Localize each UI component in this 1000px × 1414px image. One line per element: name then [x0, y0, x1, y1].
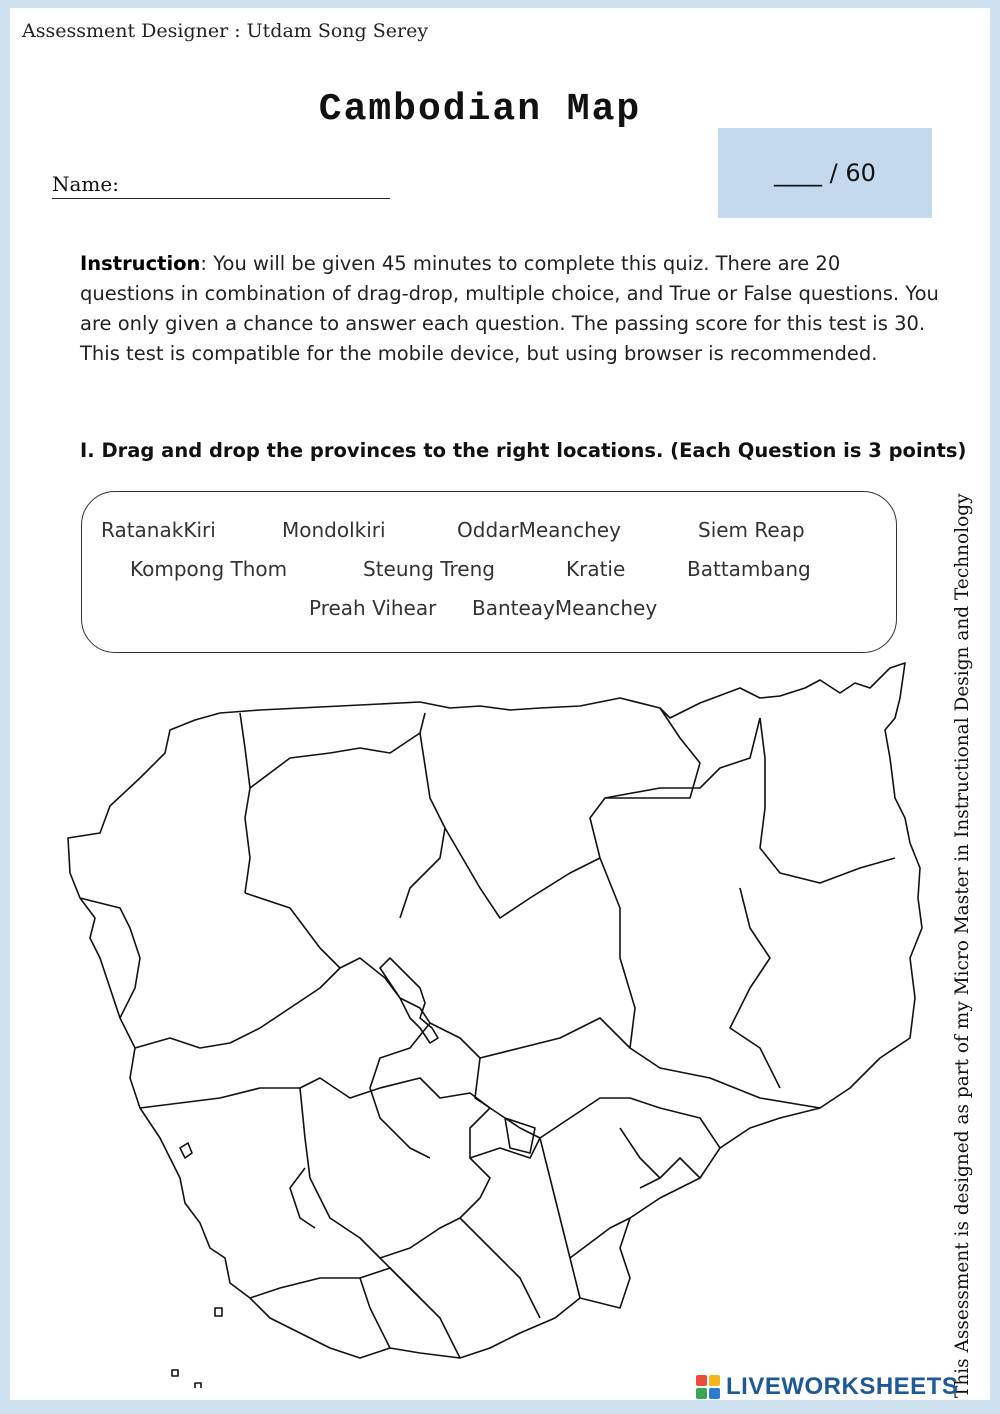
section-heading: I. Drag and drop the provinces to the right locations. (Each Question is 3 points)	[80, 439, 967, 462]
designer-credit: Assessment Designer : Utdam Song Serey	[22, 20, 429, 42]
drag-word-ratanakkiri[interactable]: RatanakKiri	[101, 518, 216, 542]
province-boundary	[380, 1108, 490, 1258]
drag-word-banteaymeanchey[interactable]: BanteayMeanchey	[472, 596, 658, 620]
province-boundary	[460, 1218, 540, 1318]
map-island	[195, 1383, 201, 1388]
instruction-text: : You will be given 45 minutes to complete this quiz. There are 20 questions in combination of drag-drop, multiple choice, and True or False questions. You are only given a chance to answer each question. The passing score for this test is 30. This test is compatible for the mobile device, but using browser is recommended.	[80, 252, 939, 365]
drag-word-mondolkiri[interactable]: Mondolkiri	[282, 518, 386, 542]
province-boundary	[470, 1138, 540, 1158]
cambodia-map	[60, 658, 930, 1388]
province-boundary	[250, 713, 425, 788]
province-boundary	[730, 888, 780, 1088]
score-text: ____ / 60	[774, 159, 876, 187]
tonle-sap-lake	[380, 958, 438, 1043]
province-boundary	[240, 713, 250, 893]
province-boundary	[250, 1268, 460, 1358]
liveworksheets-logo-icon	[696, 1375, 720, 1399]
province-boundary	[540, 1138, 580, 1298]
province-boundary	[760, 718, 895, 883]
province-boundary	[505, 1118, 535, 1153]
map-island	[172, 1370, 178, 1376]
instruction-label: Instruction	[80, 252, 201, 275]
province-boundary	[300, 1088, 420, 1298]
name-label: Name:	[52, 172, 119, 196]
province-boundary	[135, 968, 340, 1048]
name-line	[52, 198, 390, 199]
province-boundary	[80, 898, 140, 1018]
worksheet-page	[10, 8, 990, 1400]
province-boundary	[640, 1158, 700, 1188]
province-boundary	[290, 1168, 315, 1228]
word-bank	[81, 491, 897, 653]
province-boundary	[590, 718, 760, 858]
map-island	[180, 1143, 192, 1158]
side-note: This Assessment is designed as part of my Micro Master in Instructional Design and Technology	[952, 493, 973, 1398]
drag-word-oddarmeanchey[interactable]: OddarMeanchey	[457, 518, 621, 542]
drag-word-battambang[interactable]: Battambang	[687, 557, 811, 581]
province-boundary	[400, 733, 445, 918]
instruction-paragraph	[80, 249, 940, 369]
drag-word-preah-vihear[interactable]: Preah Vihear	[309, 596, 437, 620]
drag-word-siem-reap[interactable]: Siem Reap	[698, 518, 805, 542]
drag-word-kratie[interactable]: Kratie	[566, 557, 626, 581]
drag-word-steung-treng[interactable]: Steung Treng	[363, 557, 495, 581]
province-boundary	[370, 1023, 430, 1158]
province-boundary	[620, 1128, 660, 1178]
province-boundary	[445, 828, 600, 918]
page-title: Cambodian Map	[318, 88, 642, 131]
province-boundary	[480, 1018, 630, 1058]
score-box	[718, 128, 932, 218]
province-boundary	[360, 1278, 390, 1348]
drag-word-kompong-thom[interactable]: Kompong Thom	[130, 557, 288, 581]
province-boundary	[600, 858, 820, 1108]
liveworksheets-logo-text: LIVEWORKSHEETS	[726, 1373, 959, 1400]
province-boundary	[605, 708, 700, 798]
map-island	[215, 1308, 222, 1316]
province-boundary	[140, 1078, 720, 1148]
cambodia-map-icon	[60, 658, 930, 1388]
liveworksheets-logo	[696, 1373, 958, 1401]
